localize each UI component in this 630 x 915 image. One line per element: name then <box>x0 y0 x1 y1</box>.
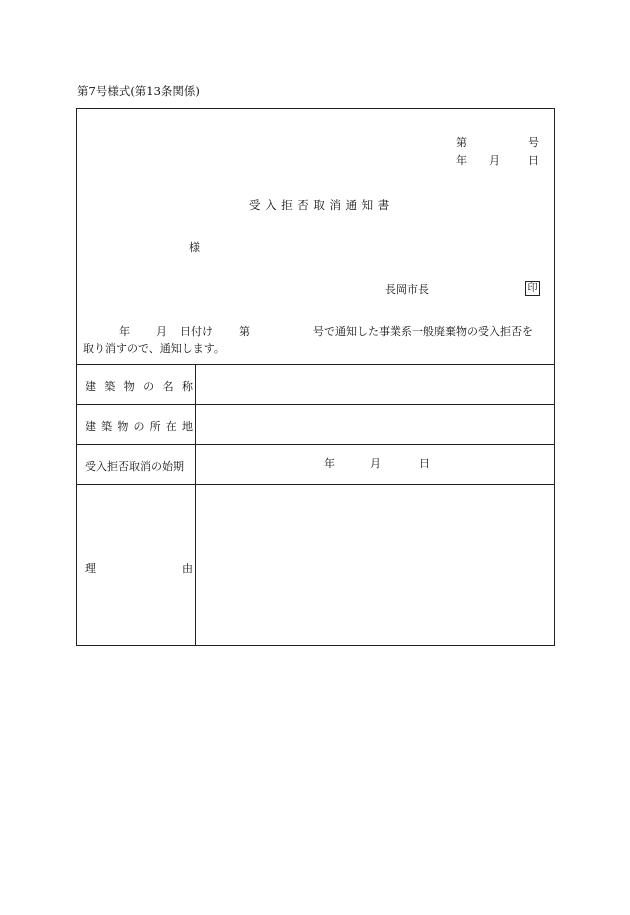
row-label-char: 理 <box>85 562 96 575</box>
header-day: 日 <box>528 154 539 167</box>
row-label-char: 所 <box>149 420 161 433</box>
row-divider <box>77 404 554 405</box>
row-label-char: 由 <box>182 562 193 575</box>
row-label-char: 受入拒否取消の始期 <box>85 460 184 473</box>
body-line1-rest: 号で通知した事業系一般廃棄物の受入拒否を <box>313 325 533 338</box>
body-month: 月 <box>156 325 167 338</box>
table-top-rule <box>77 364 554 365</box>
row-label-char: の <box>133 420 145 433</box>
number-suffix: 号 <box>528 136 539 149</box>
row-label-char: の <box>143 380 155 393</box>
notice-frame <box>76 108 555 646</box>
row-label-char: 称 <box>181 380 193 393</box>
row-divider <box>77 484 554 485</box>
reason-label <box>85 560 193 576</box>
column-divider <box>195 364 196 646</box>
row-label-char: 在 <box>165 420 177 433</box>
title-char: 書 <box>377 198 390 212</box>
form-id: 第7号様式(第13条関係) <box>77 84 200 98</box>
row-label-char: 名 <box>162 380 174 393</box>
building-name-value[interactable] <box>205 372 545 396</box>
header-year: 年 <box>456 154 467 167</box>
title-char: 通 <box>345 198 358 212</box>
title-char: 知 <box>361 198 374 212</box>
header-month: 月 <box>489 154 500 167</box>
title-char: 入 <box>265 198 277 212</box>
title-char: 拒 <box>281 198 293 212</box>
body-number-prefix: 第 <box>239 325 250 338</box>
row-label-char: 物 <box>123 380 135 393</box>
body-year: 年 <box>119 325 130 338</box>
seal-icon: 印 <box>525 281 540 296</box>
row-label-char: 地 <box>181 420 193 433</box>
building-name-label <box>85 378 193 394</box>
title-char: 受 <box>249 198 261 212</box>
title-char: 取 <box>313 198 325 212</box>
start-day: 日 <box>419 457 430 470</box>
reason-value[interactable] <box>205 494 545 634</box>
row-label-char: 物 <box>117 420 129 433</box>
row-label-char: 築 <box>101 420 113 433</box>
number-prefix: 第 <box>456 136 467 149</box>
title-char: 消 <box>329 198 341 212</box>
body-date-suffix: 日付け <box>180 325 213 338</box>
seal-mark <box>525 281 540 296</box>
row-label-char: 建 <box>85 420 96 433</box>
building-location-value[interactable] <box>205 412 545 436</box>
cancel-start-date-label <box>85 458 193 474</box>
start-month: 月 <box>370 457 381 470</box>
issuer-name: 長岡市長 <box>385 283 429 296</box>
addressee-suffix: 様 <box>189 241 200 254</box>
start-year: 年 <box>324 457 335 470</box>
document-title <box>249 200 394 212</box>
building-location-label <box>85 418 193 434</box>
row-label-char: 建 <box>85 380 96 393</box>
row-divider <box>77 444 554 445</box>
row-label-char: 築 <box>104 380 116 393</box>
title-char: 否 <box>297 198 309 212</box>
body-line2: 取り消すので、通知します。 <box>83 342 225 355</box>
